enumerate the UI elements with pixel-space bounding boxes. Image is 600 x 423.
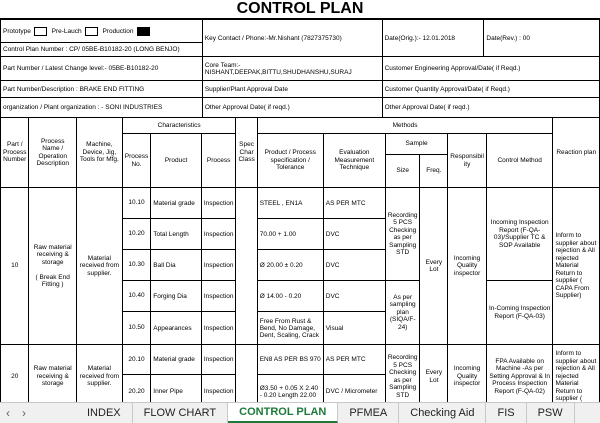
col-size: Size (385, 155, 420, 188)
process-cell[interactable]: Inspection (201, 375, 236, 403)
process-name-cell[interactable]: Raw material receiving & storage (29, 345, 76, 403)
eval-cell[interactable]: DVC (323, 281, 385, 312)
size-cell[interactable]: As per sampling plan (SIQA/F-24) (385, 281, 420, 345)
prototype-checkbox[interactable] (34, 27, 47, 36)
process-cell[interactable]: Inspection (201, 312, 236, 345)
col-freq: Freq. (420, 155, 448, 188)
machine-cell[interactable]: Material received from supplier. (76, 188, 122, 345)
prev-sheet-icon[interactable]: ‹ (6, 406, 10, 420)
control-method-cell[interactable]: Incoming Inspection Report (F-QA-03)/Supplier TC & SOP Available (486, 188, 553, 281)
col-control-method: Control Method (486, 134, 553, 188)
col-process: Process (201, 134, 236, 188)
spec-cell[interactable]: STEEL , EN1A (257, 188, 323, 219)
control-method-cell[interactable]: FPA Available on Machine -As per Setting Approval & In Process Inspection Report (F-QA-02) (486, 345, 553, 403)
supplier-approval[interactable]: Supplier/Plant Approval Date (202, 81, 382, 98)
tab-index[interactable]: INDEX (76, 403, 133, 423)
machine-cell[interactable]: Material received from supplier. (76, 345, 122, 403)
other-approval-2[interactable]: Other Approval Date( if reqd.) (382, 98, 599, 118)
col-reaction-plan: Reaction plan (553, 118, 600, 188)
organization[interactable]: organization / Plant organization : - SONI INDUSTRIES (1, 98, 203, 118)
production-label: Production (102, 27, 134, 35)
customer-eng-approval[interactable]: Customer Engineering Approval/Date( if Reqd.) (382, 57, 599, 81)
size-cell[interactable]: Recording 5 PCS Checking as per Sampling STD (385, 345, 420, 403)
part-no-cell[interactable]: 10 (1, 188, 29, 345)
col-evaluation: Evaluation Measurement Technique (323, 134, 385, 188)
process-no-cell[interactable]: 10.30 (122, 250, 150, 281)
freq-cell[interactable]: Every Lot (420, 345, 448, 403)
col-characteristics: Characteristics (122, 118, 236, 134)
sheet-tab-bar (0, 402, 600, 423)
process-no-cell[interactable]: 10.50 (122, 312, 150, 345)
spec-cell[interactable]: Ø 14.00 - 0.20 (257, 281, 323, 312)
core-team[interactable] (202, 57, 382, 81)
col-product: Product (151, 134, 202, 188)
process-cell[interactable]: Inspection (201, 250, 236, 281)
responsibility-cell[interactable]: Incoming Quality inspector (448, 188, 487, 345)
col-spec-tolerance: Product / Process specification / Tolerance (257, 134, 323, 188)
product-cell[interactable]: Material grade (151, 345, 202, 375)
part-description[interactable]: Part Number/Description : BRAKE END FITTING (1, 81, 203, 98)
phase-selector (1, 20, 203, 43)
eval-cell[interactable]: AS PER MTC (323, 345, 385, 375)
control-plan-number[interactable]: Control Plan Number : CP/ 05BE-B10182-20 (LONG BENJO) (1, 43, 203, 57)
process-name-cell[interactable]: Raw material receiving & storage ( Break End Fitting ) (29, 188, 76, 345)
col-responsibility: Responsibil ity (448, 134, 487, 188)
table-row (1, 188, 600, 219)
product-cell[interactable]: Inner Pipe (151, 375, 202, 403)
part-no-cell[interactable]: 20 (1, 345, 29, 403)
header-table (0, 19, 600, 118)
part-number[interactable]: Part Number / Latest Change level:- 05BE-B10182-20 (1, 57, 203, 81)
process-no-cell[interactable]: 10.40 (122, 281, 150, 312)
spec-char-cell[interactable] (236, 345, 257, 403)
tab-checking-aid[interactable]: Checking Aid (399, 403, 486, 423)
product-cell[interactable]: Total Length (151, 219, 202, 250)
col-part-process-number: Part / Process Number (1, 118, 29, 188)
eval-cell[interactable]: DVC (323, 219, 385, 250)
date-orig[interactable]: Date(Orig.):- 12.01.2018 (382, 20, 484, 57)
reaction-plan-cell[interactable]: Inform to supplier about rejection & All rejected Material Return to supplier ( CAPA From Supplier) (553, 188, 600, 345)
control-method-cell[interactable]: In-Coming Inspection Report (F-QA-03) (486, 281, 553, 345)
prototype-label: Prototype (3, 27, 31, 35)
tab-fis[interactable]: FIS (486, 403, 526, 423)
table-row (1, 345, 600, 375)
spec-cell[interactable]: Free From Rust & Bend, No Damage, Dent, Scaling, Crack (257, 312, 323, 345)
next-sheet-icon[interactable]: › (22, 406, 26, 420)
product-cell[interactable]: Forging Dia (151, 281, 202, 312)
production-checkbox[interactable] (137, 27, 150, 36)
size-cell[interactable]: Recording 5 PCS Checking as per Sampling STD (385, 188, 420, 281)
date-rev[interactable]: Date(Rev.) : 00 (484, 20, 600, 57)
eval-cell[interactable]: DVC (323, 250, 385, 281)
other-approval-1[interactable]: Other Approval Date( if reqd.) (202, 98, 382, 118)
spec-cell[interactable]: EN8 AS PER BS 970 (257, 345, 323, 375)
eval-cell[interactable]: Visual (323, 312, 385, 345)
freq-cell[interactable]: Every Lot (420, 188, 448, 345)
product-cell[interactable]: Material grade (151, 188, 202, 219)
core-team-label: Core Team:- (204, 61, 241, 69)
spec-char-cell[interactable] (236, 188, 257, 345)
col-machine: Machine, Device, Jig, Tools for Mfg. (76, 118, 122, 188)
key-contact[interactable]: Key Contact / Phone:-Mr.Nishant (7827375730) (202, 20, 382, 57)
process-no-cell[interactable]: 10.20 (122, 219, 150, 250)
process-cell[interactable]: Inspection (201, 345, 236, 375)
prelaunch-label: Pre-Lauch (51, 27, 82, 35)
eval-cell[interactable]: AS PER MTC (323, 188, 385, 219)
col-spec-char-class: Spec Char Class (236, 118, 257, 188)
tab-flow-chart[interactable]: FLOW CHART (133, 403, 229, 423)
tab-pfmea[interactable]: PFMEA (338, 403, 399, 423)
product-cell[interactable]: Appearances (151, 312, 202, 345)
prelaunch-checkbox[interactable] (85, 27, 98, 36)
plan-table (0, 117, 600, 402)
process-no-cell[interactable]: 20.20 (122, 375, 150, 403)
process-cell[interactable]: Inspection (201, 219, 236, 250)
col-process-name: Process Name / Operation Description (29, 118, 76, 188)
customer-quality-approval[interactable]: Customer Quantity Approval/Date( if Reqd.) (382, 81, 599, 98)
process-no-cell[interactable]: 10.10 (122, 188, 150, 219)
tab-psw[interactable]: PSW (527, 403, 575, 423)
col-process-no: Process No. (122, 134, 150, 188)
core-team-members: NISHANT,DEEPAK,BITTU,SHUDHANSHU,SURAJ (204, 68, 352, 76)
spec-cell[interactable]: Ø 20.00 ± 0.20 (257, 250, 323, 281)
spec-cell[interactable]: 70.00 + 1.00 (257, 219, 323, 250)
process-cell[interactable]: Inspection (201, 188, 236, 219)
process-cell[interactable]: Inspection (201, 281, 236, 312)
reaction-plan-cell[interactable]: Inform to supplier about rejection & All rejected Material Return to supplier ( (553, 345, 600, 403)
process-no-cell[interactable]: 20.10 (122, 345, 150, 375)
spec-cell[interactable]: Ø3.50 + 0.05 X 2.40 - 0.20 Length 22.00 (257, 375, 323, 403)
col-methods: Methods (257, 118, 553, 134)
product-cell[interactable]: Ball Dia (151, 250, 202, 281)
responsibility-cell[interactable]: Incoming Quality inspector (448, 345, 487, 403)
page-title: CONTROL PLAN (0, 0, 600, 19)
col-sample: Sample (385, 134, 447, 155)
eval-cell[interactable]: DVC / Micrometer (323, 375, 385, 403)
tab-control-plan[interactable]: CONTROL PLAN (228, 403, 338, 423)
